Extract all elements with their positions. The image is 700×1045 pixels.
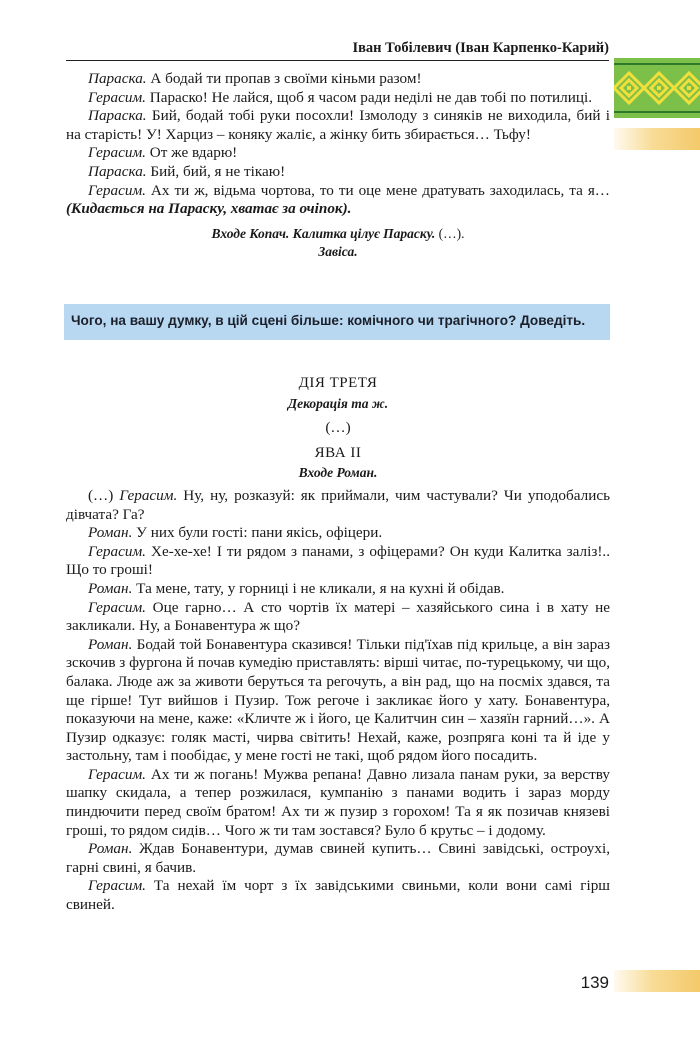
stage-note: Входе Копач. Калитка цілує Параску. (…). <box>211 225 465 241</box>
dialogue-line: (…) Герасим. Ну, ну, розказуй: як приймали, чим частували? Чи уподобались дівчата? Га? <box>66 486 611 523</box>
dialogue-line: Герасим. Параско! Не лайся, щоб я часом ради неділі не дав тобі по потилиці. <box>88 88 593 106</box>
scene-title: ЯВА II <box>314 444 362 461</box>
question-box: Чого, на вашу думку, в цій сцені більше: комічного чи трагічного? Доведіть. <box>64 304 610 340</box>
decoration-note: Декорація та ж. <box>287 395 389 411</box>
dialogue-line: Герасим. Хе-хе-хе! І ти рядом з панами, з офіцерами? Он куди Калитка заліз!.. Що то гроші! <box>66 542 610 579</box>
stage-direction: (Кидається на Параску, хватає за очіпок). <box>66 200 352 218</box>
dialogue-line: Параска. Бий, бий, я не тікаю! <box>88 162 286 180</box>
dialogue-line: Герасим. Та нехай їм чорт з їх завідськими свиньми, коли вони самі гірш свиней. <box>66 877 610 914</box>
dialogue-line: Роман. Бодай той Бонавентура сказився! Тільки під'їхав під крильце, а він зараз зскочив з фургона й почав кумедію приставлять: вірші читає, по-турецькому, чи що, балака. Люде аж за животи беруться та регочуть, а він рад, що на посміх здався, та ще гірше! Тут вийшов і Пузир. Тож регоче і закликає його у хату. Бонавентура, показуючи на мене, каже: «Кличте ж і його, це Калитчин син – хазяїн гарний…». А Пузир одказує: голяк масті, чирва світить! Нехай, каже, розпряга коні та й іде у застольну, там і пообідає, у мене гості не такі, щоб рядом його посадить. <box>66 635 610 765</box>
act-title: ДІЯ ТРЕТЯ <box>298 375 378 391</box>
dialogue-line: Параска. Бий, бодай тобі руки посохли! Ізмолоду з синяків не виходила, бий і на старість! У! Харциз – коняку жаліє, а жінку бить збирається… Тьфу! <box>66 107 610 143</box>
omission-mark: (…) <box>325 419 351 437</box>
dialogue-line: Герасим. Оце гарно… А сто чортів їх матері – хазяйського сина і в хату не закликали. Ну, а Бонавентура ж що? <box>66 598 610 635</box>
dialogue-block-2 <box>66 374 610 915</box>
dialogue-line: Герасим. От же вдарю! <box>88 144 238 162</box>
dialogue-line: Роман. У них були гості: пани якісь, офіцери. <box>88 524 383 542</box>
embroidery-ornament-icon <box>614 58 700 118</box>
entry-note: Входе Роман. <box>298 465 378 481</box>
dialogue-line: Герасим. Ах ти ж, відьма чортова, то ти оце мене дратувать заходилась, та я… (Кидається на Параску, хватає за очіпок). <box>66 181 610 218</box>
dialogue-block-1 <box>66 70 610 262</box>
dialogue-line: Герасим. Ах ти ж погань! Мужва репана! Давно лизала панам руки, за верству шапку скидала, а тепер розжилася, кумпанію з панами водить і зараз морду пиндючити перед своїм братом! Ах ти ж пузир з горохом! Та я як позичав князеві гроші, то рядом сидів… Чого ж ти там зостався? Було б крутьс – і додому. <box>66 765 610 839</box>
dialogue-line: Роман. Та мене, тату, у горниці і не кликали, я на кухні й обідав. <box>88 579 505 597</box>
decorative-tab-band-bottom <box>614 970 700 992</box>
running-header <box>66 38 609 61</box>
header-title: Іван Тобілевич (Іван Карпенко-Карий) <box>352 40 609 56</box>
decorative-tab-band <box>614 128 700 150</box>
dialogue-line: Параска. А бодай ти пропав з своїми кіньми разом! <box>88 70 422 87</box>
curtain-note: Завіса. <box>318 244 358 260</box>
dialogue-line: Роман. Ждав Бонавентури, думав свиней купить… Свині завідські, остроухі, гарні свині, я бачив. <box>66 840 610 876</box>
page-number: 139 <box>580 973 609 992</box>
